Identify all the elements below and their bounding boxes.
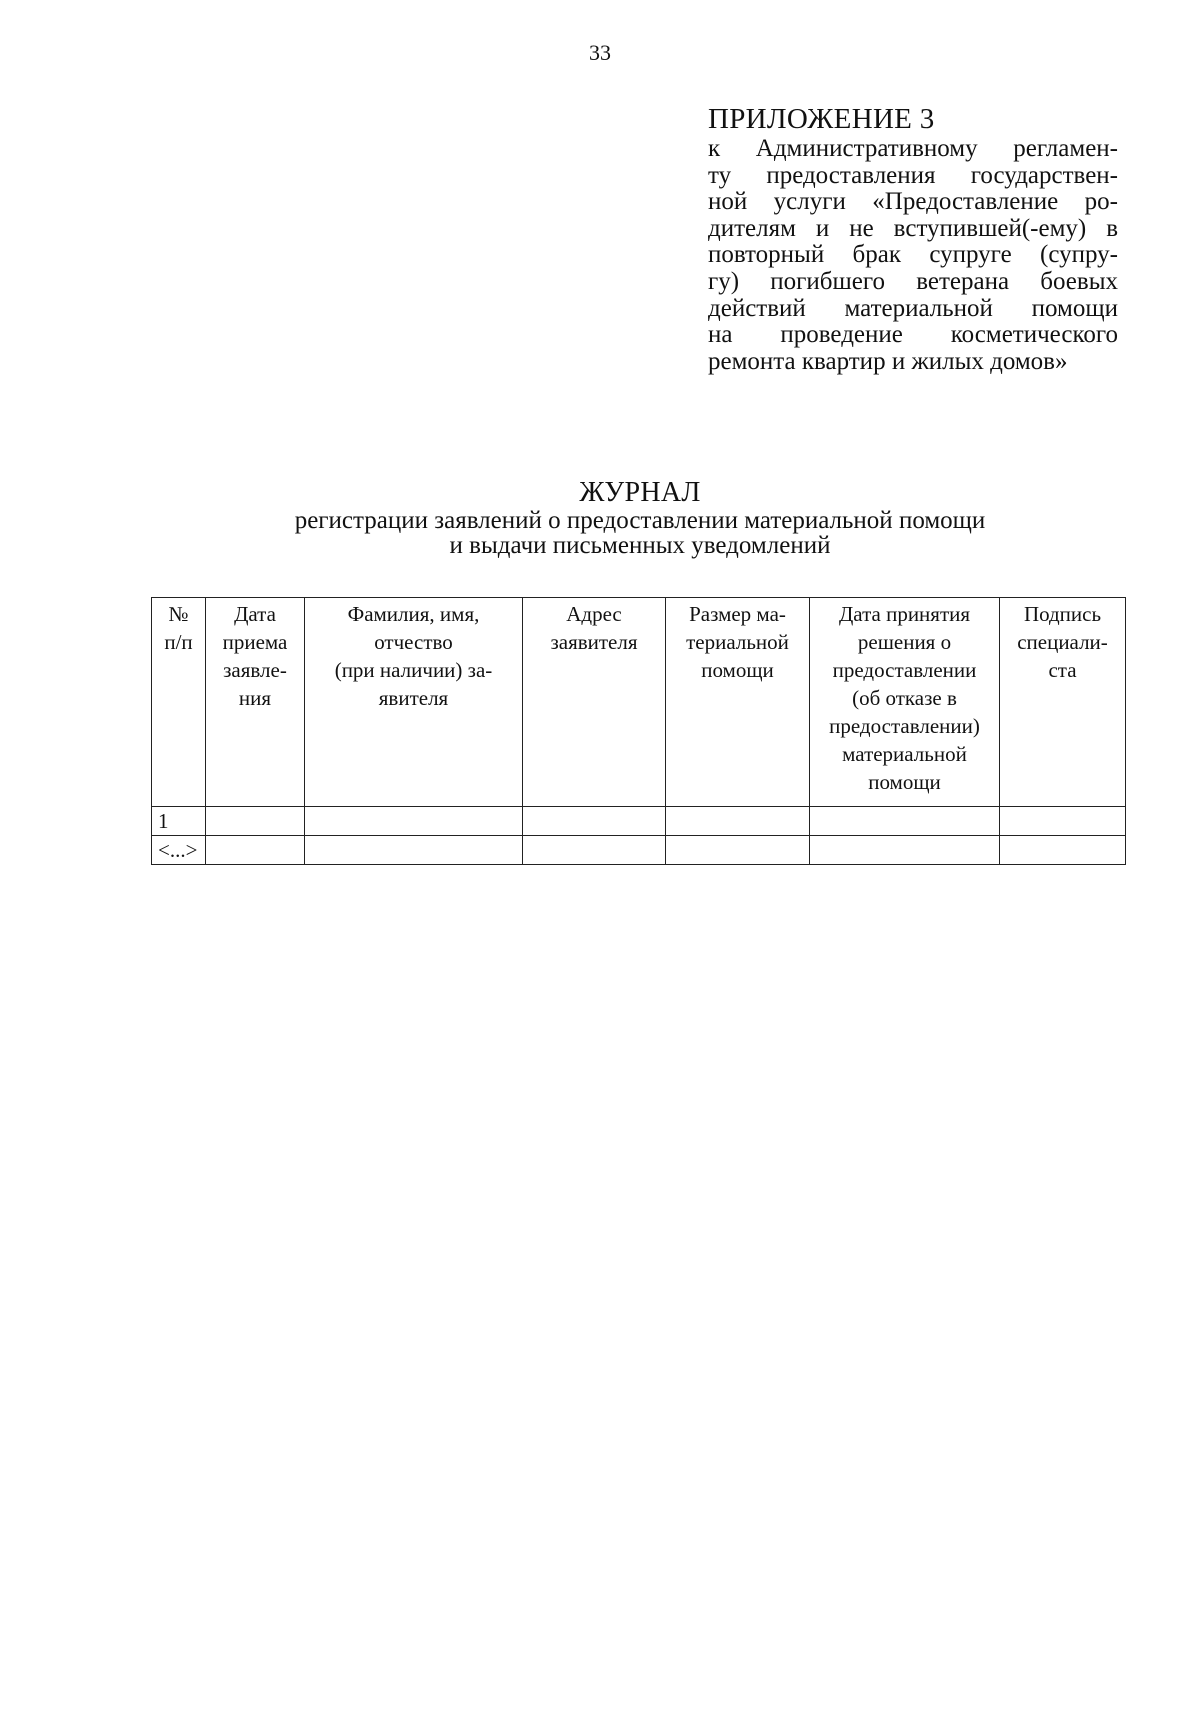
appendix-line: дителям и не вступившей(-ему) в <box>708 214 1118 242</box>
header-line: предоставлении <box>832 658 977 682</box>
table-cell <box>523 807 666 836</box>
table-cell: <...> <box>152 836 206 865</box>
table-cell: 1 <box>152 807 206 836</box>
table-row <box>152 807 1126 836</box>
header-line: Адрес <box>566 602 622 626</box>
header-line: п/п <box>164 630 193 654</box>
column-header-decision-date <box>810 598 1000 807</box>
table-cell <box>206 807 305 836</box>
table-cell <box>206 836 305 865</box>
table-cell <box>666 807 810 836</box>
header-line: приема <box>222 630 288 654</box>
header-line: (об отказе в <box>852 686 957 710</box>
header-line: ста <box>1048 658 1077 682</box>
table-cell <box>810 807 1000 836</box>
header-line: ния <box>238 686 272 710</box>
header-line: № <box>168 602 189 626</box>
header-line: предоставлении) <box>829 714 980 738</box>
journal-subtitle-line-1: регистрации заявлений о предоставлении материальной помощи <box>294 507 986 534</box>
column-header-aid-amount <box>666 598 810 807</box>
header-line: Подпись <box>1023 602 1102 626</box>
table-cell <box>810 836 1000 865</box>
header-line: специали- <box>1017 630 1108 654</box>
header-line: Дата принятия <box>838 602 971 626</box>
appendix-line: действий материальной помощи <box>708 294 1118 322</box>
journal-title: ЖУРНАЛ <box>579 477 701 508</box>
column-header-application-date <box>206 598 305 807</box>
header-line: Размер ма- <box>689 602 786 626</box>
table-cell <box>1000 836 1126 865</box>
journal-heading <box>0 478 1200 558</box>
table-cell <box>666 836 810 865</box>
column-header-number <box>152 598 206 807</box>
table-cell <box>523 836 666 865</box>
appendix-line: на проведение косметического <box>708 321 1118 349</box>
header-line: материальной <box>842 742 967 766</box>
table-cell <box>305 836 523 865</box>
header-line: помощи <box>868 770 941 794</box>
header-line: заявле- <box>223 658 287 682</box>
header-line: заявителя <box>550 630 638 654</box>
appendix-block <box>708 104 1118 375</box>
page-number: 33 <box>589 40 611 65</box>
appendix-text <box>708 136 1118 375</box>
header-line: Дата <box>234 602 276 626</box>
header-line: помощи <box>701 658 774 682</box>
appendix-line: повторный брак супруге (супру- <box>708 241 1118 269</box>
appendix-line: ту предоставления государствен- <box>708 161 1118 189</box>
header-line: решения о <box>857 630 952 654</box>
appendix-line: ремонта квартир и жилых домов» <box>708 347 1068 375</box>
header-line: териальной <box>686 630 789 654</box>
appendix-line: гу) погибшего ветерана боевых <box>708 267 1118 295</box>
appendix-title: ПРИЛОЖЕНИЕ 3 <box>708 103 935 135</box>
header-line: отчество <box>374 630 453 654</box>
table-cell <box>1000 807 1126 836</box>
header-line: явителя <box>378 686 449 710</box>
table-row <box>152 836 1126 865</box>
table-header-row <box>152 598 1126 807</box>
column-header-applicant-address <box>523 598 666 807</box>
column-header-specialist-signature <box>1000 598 1126 807</box>
appendix-line: ной услуги «Предоставление ро- <box>708 188 1118 216</box>
column-header-applicant-name <box>305 598 523 807</box>
header-line: Фамилия, имя, <box>347 602 480 626</box>
header-line: (при наличии) за- <box>334 658 493 682</box>
table-cell <box>305 807 523 836</box>
journal-subtitle-line-2: и выдачи письменных уведомлений <box>449 532 831 559</box>
appendix-line: к Административному регламен- <box>708 135 1118 162</box>
journal-table <box>151 597 1126 865</box>
